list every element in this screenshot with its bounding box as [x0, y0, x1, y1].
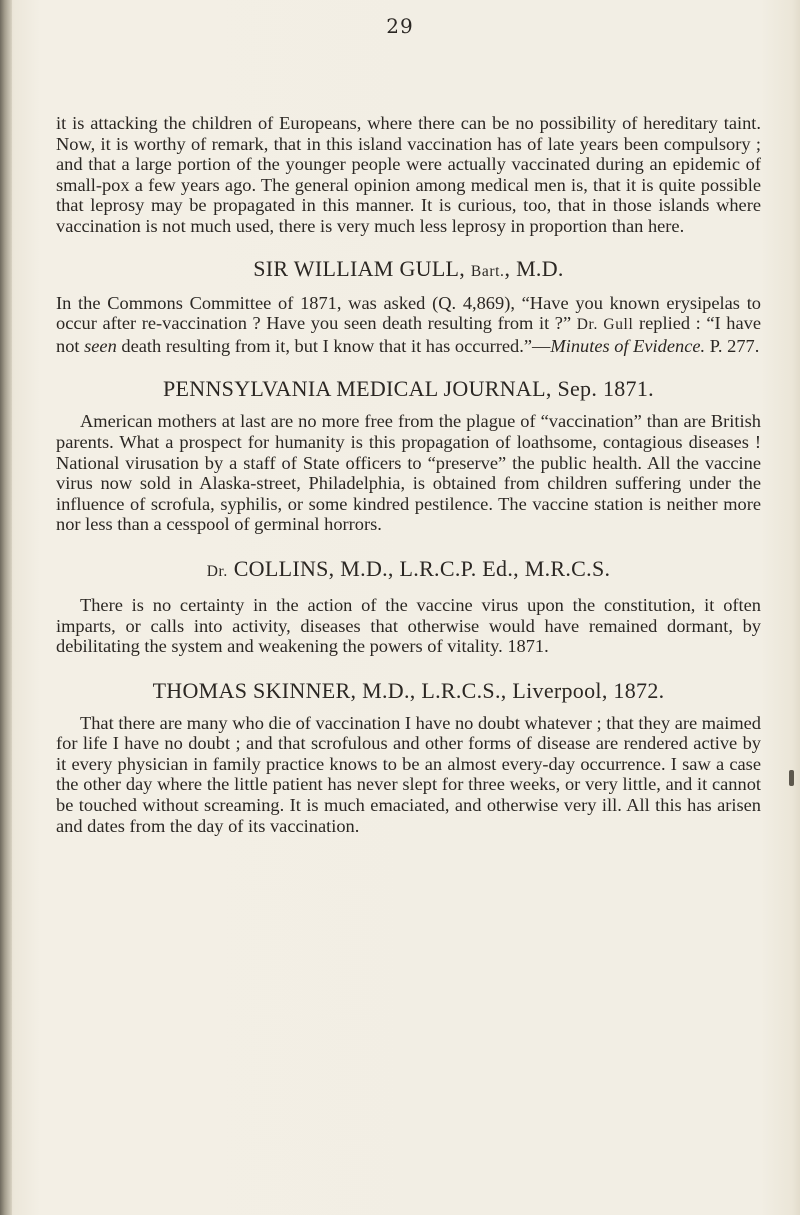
page-spine-shadow [0, 0, 12, 1215]
heading-thomas-skinner: THOMAS SKINNER, M.D., L.R.C.S., Liverpool, 1872. [152, 677, 665, 703]
paragraph-leprosy: it is attacking the children of Europeans, where there can be no possibility of hereditary taint. Now, it is worthy of remark, that in this island vaccination has of late years been compulsory ; and that a large portion of the younger people were actually vaccinated during an epidemic of small-pox a few years ago. The general opinion among medical men is, that it is quite possible that leprosy may be propagated in this manner. It is curious, too, that in those islands where vaccination is not much used, there is very much less leprosy in proportion than here. [56, 113, 761, 236]
heading-dr-collins [56, 556, 761, 585]
paragraph-american-mothers: American mothers at last are no more free from the plague of “vaccination” than are British parents. What a prospect for humanity is this propagation of loathsome, contagious diseases ! National virusation by a staff of State officers to “preserve” the public health. All the vaccine virus now sold in Alaska-street, Philadelphia, is obtained from children suffering under the influence of scrofula, syphilis, or some kindred pestilence. The vaccine station is neither more nor less than a cesspool of germinal horrors. [56, 411, 761, 535]
heading-collins-title: Dr. [206, 562, 228, 580]
commons-seen-italic: seen [84, 335, 117, 356]
heading-collins-name: COLLINS, M.D., L.R.C.P. Ed., M.R.C.S. [227, 555, 611, 581]
heading-gull-name: SIR WILLIAM GULL, [253, 255, 471, 281]
heading-pennsylvania-journal: PENNSYLVANIA MEDICAL JOURNAL, Sep. 1871. [163, 376, 654, 402]
heading-sir-william-gull [56, 256, 761, 285]
paragraph-commons-committee [56, 293, 761, 357]
heading-gull-title: Bart. [470, 262, 505, 280]
paragraph-no-certainty: There is no certainty in the action of the vaccine virus upon the constitution, it often imparts, or calls into activity, diseases that otherwise would have remained dormant, by debilitating the system and weakening the powers of vitality. 1871. [56, 594, 761, 657]
commons-dr-gull: Dr. Gull [576, 316, 634, 334]
heading-gull-degree: , M.D. [504, 255, 564, 281]
page-content [56, 113, 761, 836]
commons-text-3: death resulting from it, but I know that it has occurred.”— [116, 335, 551, 356]
commons-text-2: replied : “I have not [56, 313, 761, 356]
commons-page-ref: P. 277. [705, 335, 760, 356]
page-number: 29 [386, 14, 414, 38]
margin-ink-mark [789, 770, 794, 786]
commons-source-italic: Minutes of Evidence. [550, 335, 706, 356]
paragraph-many-who-die: That there are many who die of vaccination I have no doubt whatever ; that they are maimed for life I have no doubt ; and that scrofulous and other forms of disease are rendered active by it every physician in family practice knows to be an almost every-day occurrence. I saw a case the other day where the little patient has never slept for three weeks, or very little, and it cannot be touched without screaming. It is much emaciated, and otherwise very ill. All this has arisen and dates from the day of its vaccination. [56, 712, 761, 836]
commons-text-1: In the Commons Committee of 1871, was asked (Q. 4,869), “Have you known erysipelas to occur after re-vaccination ? Have you seen death resulting from it ?” [56, 292, 761, 334]
